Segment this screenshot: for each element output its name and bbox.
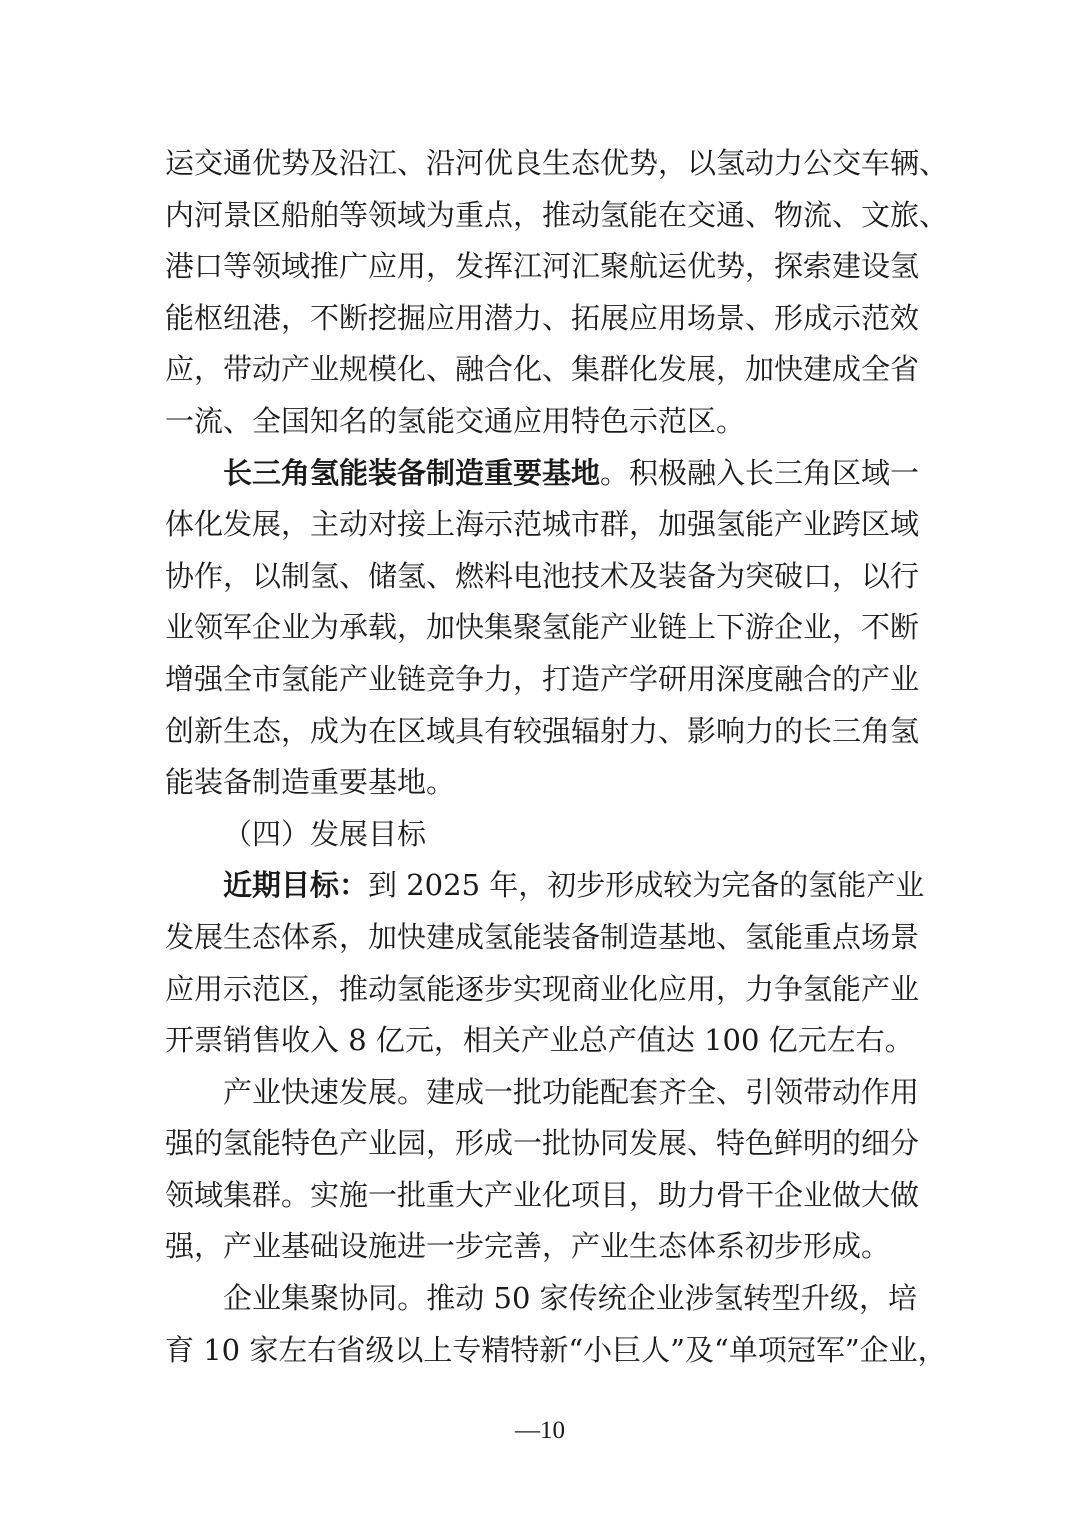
line-text: 发展生态体系，加快建成氢能装备制造基地、氢能重点场景 [165, 919, 920, 954]
text-line [165, 1118, 920, 1170]
text-line [165, 912, 920, 964]
paragraph [165, 809, 917, 861]
text-line [165, 860, 925, 912]
line-text: 企业集聚协同。推动 50 家传统企业涉氢转型升级，培 [223, 1281, 917, 1316]
text-line [165, 1325, 947, 1377]
line-text: 能装备制造重要基地。 [165, 765, 456, 800]
line-text: 业领军企业为承载，加快集聚氢能产业链上下游企业，不断 [165, 610, 920, 645]
line-text: 能枢纽港，不断挖掘应用潜力、拓展应用场景、形成示范效 [165, 300, 920, 335]
line-text: 港口等领域推广应用，发挥江河汇聚航运优势，探索建设氢 [165, 249, 920, 284]
text-line [165, 1273, 917, 1325]
paragraph [165, 1273, 947, 1376]
line-text: 应，带动产业规模化、融合化、集群化发展，加快建成全省 [165, 352, 920, 387]
line-text: 开票销售收入 8 亿元，相关产业总产值达 100 亿元左右。 [165, 1023, 914, 1058]
text-line [165, 654, 920, 706]
text-line [165, 138, 949, 190]
text-line [165, 964, 920, 1016]
document-body [165, 138, 949, 1376]
line-text: 运交通优势及沿江、沿河优良生态优势，以氢动力公交车辆、 [165, 146, 949, 180]
line-text: 增强全市氢能产业链竞争力，打造产学研用深度融合的产业 [165, 661, 920, 696]
text-line [165, 293, 920, 345]
text-line [165, 448, 920, 500]
line-text: 协作，以制氢、储氢、燃料电池技术及装备为突破口，以行 [165, 558, 920, 593]
line-text: 内河景区船舶等领域为重点，推动氢能在交通、物流、文旅、 [165, 197, 949, 232]
paragraph [165, 1067, 920, 1273]
line-text: 育 10 家左右省级以上专精特新“小巨人”及“单项冠军”企业， [165, 1332, 947, 1367]
line-text: 到 2025 年，初步形成较为完备的氢能产业 [368, 868, 925, 903]
line-text: 应用示范区，推动氢能逐步实现商业化应用，力争氢能产业 [165, 971, 920, 1006]
text-line [165, 809, 917, 861]
text-line [165, 1015, 917, 1067]
text-line [165, 757, 917, 809]
paragraph-heading: 长三角氢能装备制造重要基地 [223, 455, 601, 490]
line-text: 一流、全国知名的氢能交通应用特色示范区。 [165, 403, 746, 438]
text-line [165, 1221, 917, 1273]
text-line [165, 551, 920, 603]
text-line [165, 396, 917, 448]
text-line [165, 1170, 920, 1222]
paragraph [165, 448, 920, 809]
text-line [165, 241, 920, 293]
line-text: 体化发展，主动对接上海示范城市群，加强氢能产业跨区域 [165, 507, 920, 542]
page-number: —10 [515, 1417, 565, 1444]
text-line [165, 706, 920, 758]
line-text: 产业快速发展。建成一批功能配套齐全、引领带动作用 [223, 1074, 920, 1109]
line-text: 。积极融入长三角区域一 [600, 455, 920, 490]
text-line [165, 1067, 920, 1119]
text-line [165, 344, 920, 396]
text-line [165, 499, 920, 551]
paragraph [165, 860, 925, 1066]
paragraph [165, 138, 949, 448]
line-text: （四）发展目标 [223, 816, 427, 851]
line-text: 强的氢能特色产业园，形成一批协同发展、特色鲜明的细分 [165, 1126, 920, 1161]
line-text: 强，产业基础设施进一步完善，产业生态体系初步形成。 [165, 1229, 891, 1264]
line-text: 创新生态，成为在区域具有较强辐射力、影响力的长三角氢 [165, 713, 920, 748]
text-line [165, 190, 949, 242]
line-text: 领域集群。实施一批重大产业化项目，助力骨干企业做大做 [165, 1177, 920, 1212]
paragraph-heading: 近期目标： [223, 868, 369, 903]
text-line [165, 602, 920, 654]
